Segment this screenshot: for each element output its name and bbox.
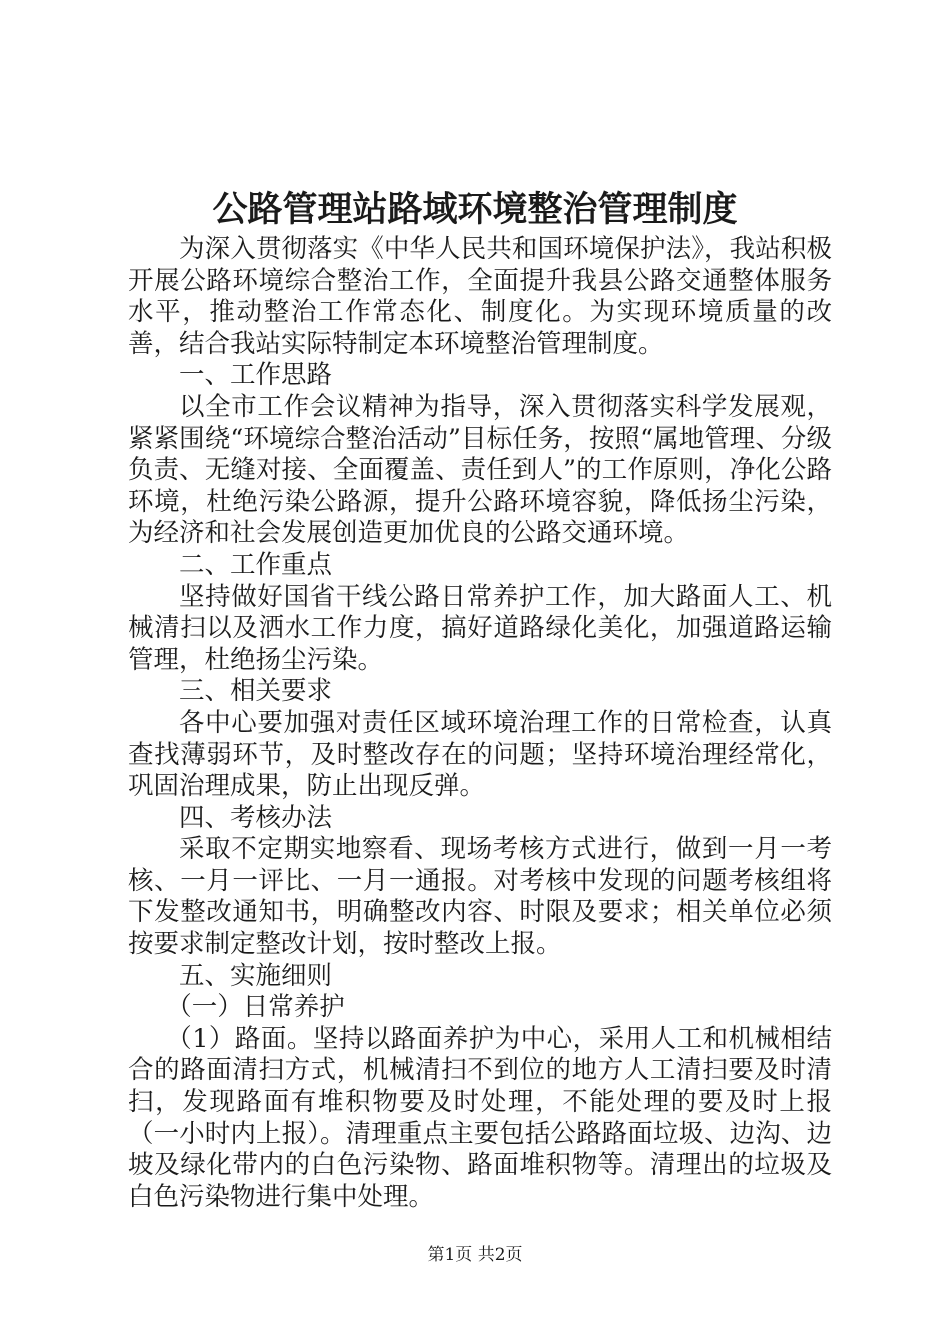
page-footer: 第1页 共2页 [427,1245,523,1265]
document-body [128,234,832,1213]
work-approach-paragraph: 以全市工作会议精神为指导，深入贯彻落实科学发展观，紧紧围绕“环境综合整治活动”目标任务，按照“属地管理、分级负责、无缝对接、全面覆盖、责任到人”的工作原则，净化公路环境，杜绝污染公路源，提升公路环境容貌，降低扬尘污染，为经济和社会发展创造更加优良的公路交通环境。 [128,391,832,549]
subsection-heading-daily-maintenance: （一）日常养护 [166,992,345,1023]
work-focus-paragraph: 坚持做好国省干线公路日常养护工作，加大路面人工、机械清扫以及洒水工作力度，搞好道路绿化美化，加强道路运输管理，杜绝扬尘污染。 [128,581,832,675]
section-heading-work-focus: 二、工作重点 [179,549,333,580]
requirements-paragraph: 各中心要加强对责任区域环境治理工作的日常检查，认真查找薄弱环节，及时整改存在的问题；坚持环境治理经常化，巩固治理成果，防止出现反弹。 [128,707,832,802]
road-surface-paragraph: （1）路面。坚持以路面养护为中心，采用人工和机械相结合的路面清扫方式，机械清扫不到位的地方人工清扫要及时清扫，发现路面有堆积物要及时处理，不能处理的要及时上报（一小时内上报）。清理重点主要包括公路路面垃圾、边沟、边坡及绿化带内的白色污染物、路面堆积物等。清理出的垃圾及白色污染物进行集中处理。 [128,1023,832,1212]
section-heading-implementation: 五、实施细则 [179,960,333,991]
section-heading-work-approach: 一、工作思路 [179,360,333,391]
assessment-paragraph: 采取不定期实地察看、现场考核方式进行，做到一月一考核、一月一评比、一月一通报。对考核中发现的问题考核组将下发整改通知书，明确整改内容、时限及要求；相关单位必须按要求制定整改计划，按时整改上报。 [128,834,832,960]
intro-paragraph: 为深入贯彻落实《中华人民共和国环境保护法》，我站积极开展公路环境综合整治工作，全面提升我县公路交通整体服务水平，推动整治工作常态化、制度化。为实现环境质量的改善，结合我站实际特制定本环境整治管理制度。 [128,234,832,359]
section-heading-assessment: 四、考核办法 [179,802,333,833]
document-title: 公路管理站路域环境整治管理制度 [212,189,738,230]
section-heading-requirements: 三、相关要求 [179,676,333,707]
